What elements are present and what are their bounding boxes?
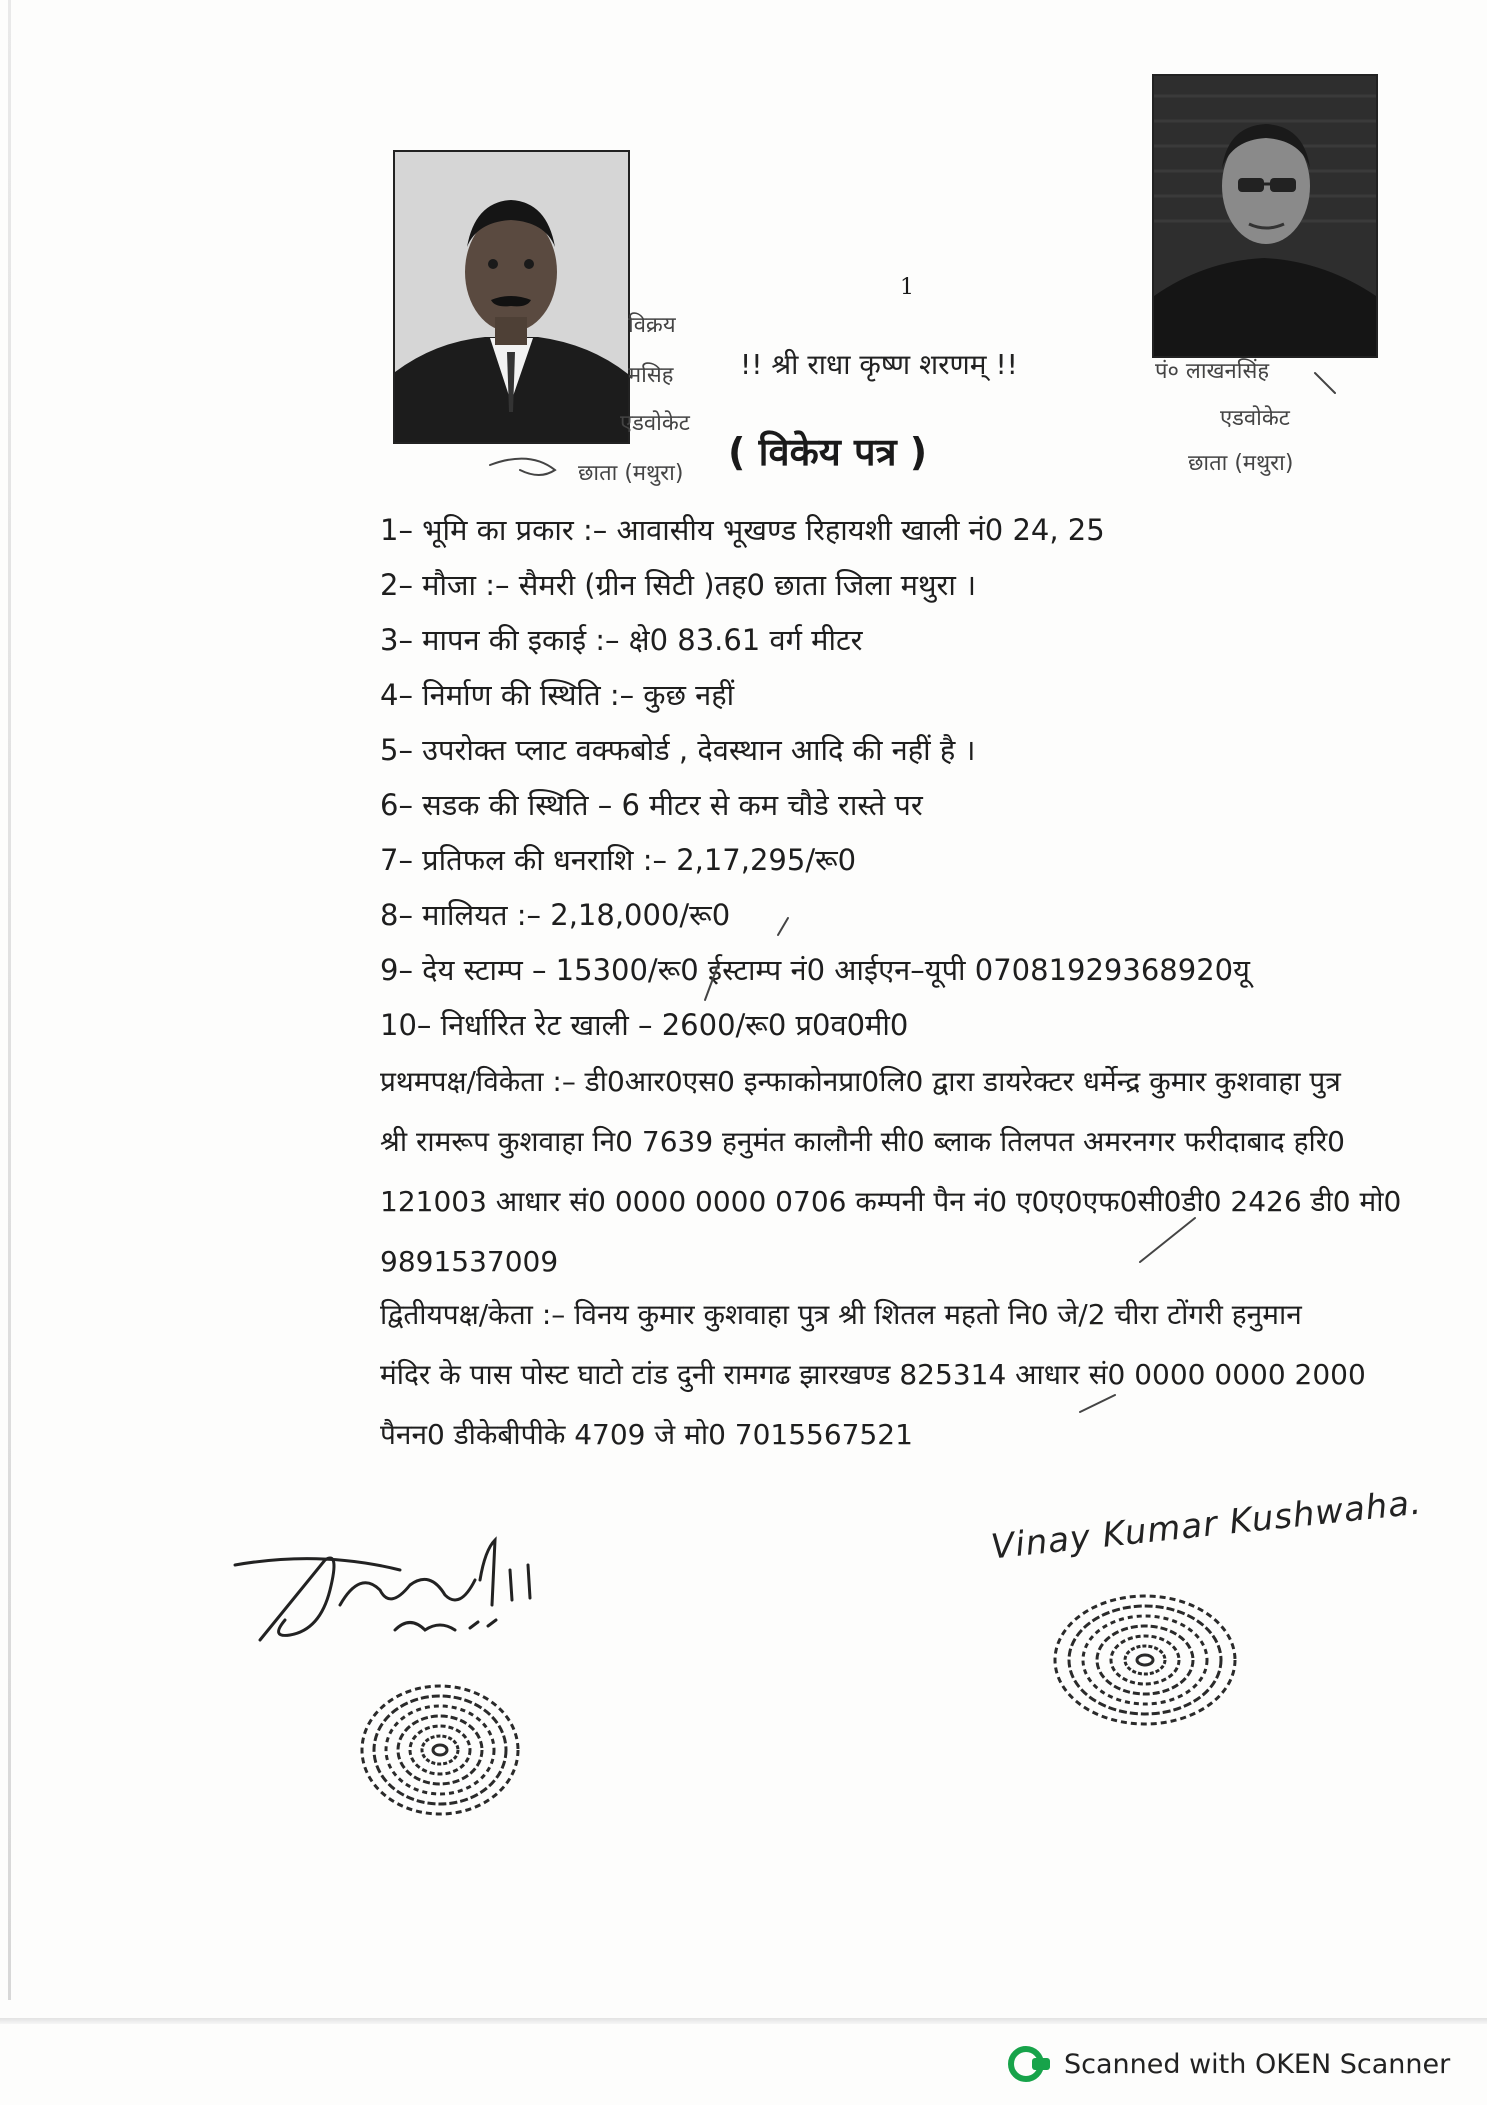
stamp-left-line-3: एडवोकेट [620, 411, 690, 436]
first-party-line: श्री रामरूप कुशवाहा नि0 7639 हनुमंत कालौनी सी0 ब्लाक तिलपत अमरनगर फरीदाबाद हरि0 [380, 1125, 1345, 1158]
buyer-signature: Vinay Kumar Kushwaha. [989, 1482, 1424, 1568]
buyer-thumbprint [1050, 1590, 1240, 1730]
page-edge-shadow [8, 0, 11, 2000]
buyer-photo-image [1154, 76, 1376, 356]
first-party-line: 9891537009 [380, 1245, 559, 1278]
list-item: 9– देय स्टाम्प – 15300/रू0 ईस्टाम्प नं0 आईएन–यूपी 07081929368920यू [380, 953, 1250, 987]
invocation-line: !! श्री राधा कृष्ण शरणम् !! [740, 348, 1018, 381]
page-bottom-shadow [0, 2018, 1487, 2024]
list-item: 6– सडक की स्थिति – 6 मीटर से कम चौडे रास्ते पर [380, 788, 923, 822]
list-item: 3– मापन की इकाई :– क्षे0 83.61 वर्ग मीटर [380, 623, 863, 657]
page-number: 1 [900, 275, 914, 300]
seller-photo [393, 150, 630, 444]
list-item: 8– मालियत :– 2,18,000/रू0 [380, 898, 731, 932]
list-item: 2– मौजा :– सैमरी (ग्रीन सिटी )तह0 छाता जिला मथुरा । [380, 568, 977, 602]
list-item: 7– प्रतिफल की धनराशि :– 2,17,295/रू0 [380, 843, 857, 877]
stamp-right-line-2: एडवोकेट [1220, 406, 1290, 431]
scanner-watermark [1008, 2044, 1450, 2084]
document-title: ( विकेय पत्र ) [728, 430, 928, 474]
property-details-list [380, 510, 1420, 1060]
second-party-section [380, 1285, 1420, 1465]
first-party-section [380, 1052, 1420, 1292]
second-party-line: द्वितीयपक्ष/केता :– विनय कुमार कुशवाहा पुत्र श्री शितल महतो नि0 जे/2 चीरा टोंगरी हनुमान [380, 1298, 1302, 1331]
buyer-photo [1152, 74, 1378, 358]
stamp-left-line-4: छाता (मथुरा) [578, 461, 684, 486]
list-item: 4– निर्माण की स्थिति :– कुछ नहीं [380, 678, 735, 712]
stamp-left-line-2: मसिह [628, 363, 674, 388]
seller-thumbprint [358, 1680, 523, 1820]
first-party-line: 121003 आधार सं0 0000 0000 0706 कम्पनी पैन नं0 ए0ए0एफ0सी0डी0 2426 डी0 मो0 [380, 1185, 1402, 1218]
list-item: 10– निर्धारित रेट खाली – 2600/रू0 प्र0व0मी0 [380, 1008, 909, 1042]
seller-signature [230, 1510, 590, 1680]
list-item: 1– भूमि का प्रकार :– आवासीय भूखण्ड रिहायशी खाली नं0 24, 25 [380, 513, 1105, 547]
oken-scanner-logo-icon [1008, 2044, 1052, 2084]
first-party-line: प्रथमपक्ष/विकेता :– डी0आर0एस0 इन्फाकोनप्रा0लि0 द्वारा डायरेक्टर धर्मेन्द्र कुमार कुशवाहा पुत्र [380, 1065, 1341, 1098]
stamp-right-line-1: पं० लाखनसिंह [1155, 359, 1270, 384]
second-party-line: पैनन0 डीकेबीपीके 4709 जे मो0 7015567521 [380, 1418, 913, 1451]
list-item: 5– उपरोक्त प्लाट वक्फबोर्ड , देवस्थान आदि की नहीं है । [380, 733, 976, 767]
scanner-label: Scanned with OKEN Scanner [1064, 2048, 1451, 2080]
second-party-line: मंदिर के पास पोस्ट घाटो टांड दुनी रामगढ झारखण्ड 825314 आधार सं0 0000 0000 2000 [380, 1358, 1366, 1391]
stamp-left-line-1: विक्रय [628, 313, 676, 338]
seller-photo-image [395, 152, 628, 442]
stamp-right-line-3: छाता (मथुरा) [1188, 451, 1294, 476]
